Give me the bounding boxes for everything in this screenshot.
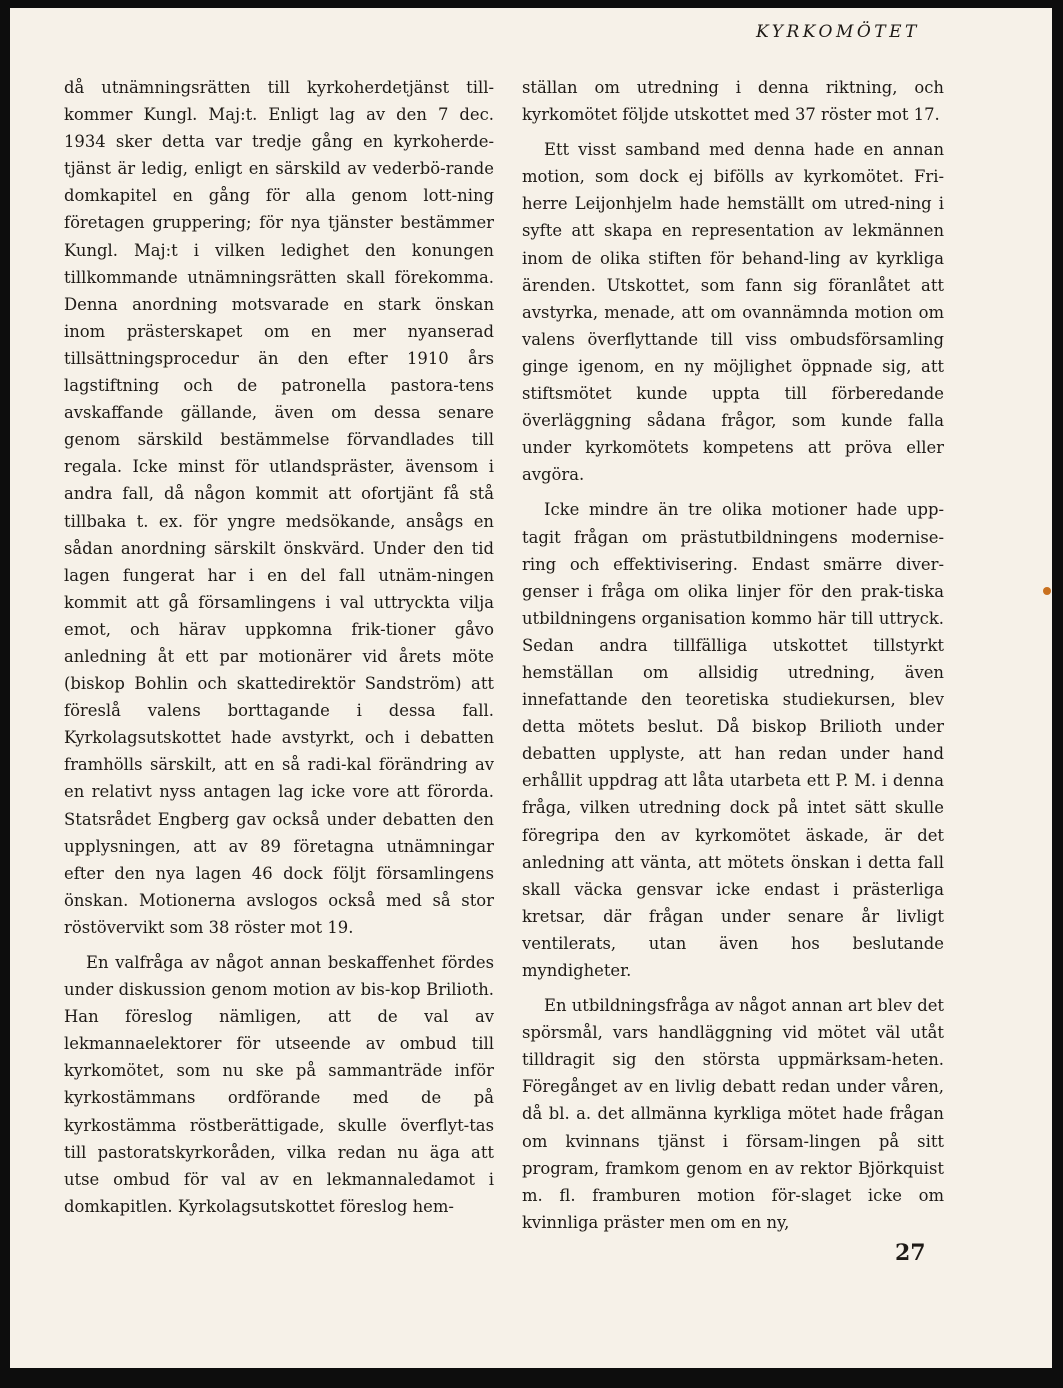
page-number: 27 (895, 1240, 926, 1266)
running-title: KYRKOMÖTET (756, 22, 920, 42)
paragraph: Ett visst samband med denna hade en annan motion, som dock ej bifölls av kyrkomötet. Fri-herre Leijonhjelm hade hemställt om utred-ning i syfte att skapa en representation av lekmännen inom de olika stiften för behand-ling av kyrkliga ärenden. Utskottet, som fann sig föranlåtet att avstyrka, menade, att om ovannämnda motion om valens överflyttande till viss ombudsförsamling ginge igenom, en ny möjlighet öppnade sig, att stiftsmötet kunde uppta till förberedande överläggning sådana frågor, som kunde falla under kyrkomötets kompetens att pröva eller avgöra. (522, 140, 944, 485)
paragraph: En valfråga av något annan beskaffenhet fördes under diskussion genom motion av bis-kop Brilioth. Han föreslog nämligen, att de val av lekmannaelektorer för utseende av ombud till kyrkomötet, som nu ske på sammanträde inför kyrkostämmans ordförande med de på kyrkostämma röstberättigade, skulle överflyt-tas till pastoratskyrkoråden, vilka redan nu äga att utse ombud för val av en lekmannaledamot i domkapitlen. Kyrkolagsutskottet föreslog hem- (64, 953, 494, 1216)
ink-speck (1043, 587, 1051, 595)
left-text-column (64, 74, 494, 1220)
paragraph: då utnämningsrätten till kyrkoherdetjänst till-kommer Kungl. Maj:t. Enligt lag av den 7 dec. 1934 sker detta var tredje gång en kyrkoherde-tjänst är ledig, enligt en särskild av vederbö-rande domkapitel en gång för alla genom lott-ning företagen gruppering; för nya tjänster bestämmer Kungl. Maj:t i vilken ledighet den konungen tillkommande utnämningsrätten skall förekomma. Denna anordning motsvarade en stark önskan inom prästerskapet om en mer nyanserad tillsättningsprocedur än den efter 1910 års lagstiftning och de patronella pastora-tens avskaffande gällande, även om dessa senare genom särskild bestämmelse förvandlades till regala. Icke minst för utlandspräster, ävensom i andra fall, då någon kommit att ofortjänt få stå tillbaka t. ex. för yngre medsökande, ansågs en sådan anordning särskilt önskvärd. Under den tid lagen fungerat har i en del fall utnäm-ningen kommit att gå församlingens i val uttryckta vilja emot, och härav uppkomna frik-tioner gåvo anledning åt ett par motionärer vid årets möte (biskop Bohlin och skattedirektör Sandström) att föreslå valens borttagande i dessa fall. Kyrkolagsutskottet hade avstyrkt, och i debatten framhölls särskilt, att en så radi-kal förändring av en relativt nyss antagen lag icke vore att förorda. Statsrådet Engberg gav också under debatten den upplysningen, att av 89 företagna utnämningar efter den nya lagen 46 dock följt församlingens önskan. Motionerna avslogos också med så stor röstövervikt som 38 röster mot 19. (64, 78, 494, 937)
scan-border-top (0, 0, 1063, 8)
right-text-column (522, 74, 944, 1236)
paragraph: En utbildningsfråga av något annan art blev det spörsmål, vars handläggning vid mötet väl utåt tilldragit sig den största uppmärksam-heten. Föregånget av en livlig debatt redan under våren, då bl. a. det allmänna kyrkliga mötet hade frågan om kvinnans tjänst i försam-lingen på sitt program, framkom genom en av rektor Björkquist m. fl. framburen motion för-slaget icke om kvinnliga präster men om en ny, (522, 996, 944, 1232)
scan-border-left (0, 0, 10, 1388)
scan-border-bottom (0, 1368, 1063, 1388)
paragraph: Icke mindre än tre olika motioner hade upp-tagit frågan om prästutbildningens modernise-ring och effektivisering. Endast smärre diver-genser i fråga om olika linjer för den prak-tiska utbildningens organisation kommo här till uttryck. Sedan andra tillfälliga utskottet tillstyrkt hemställan om allsidig utredning, även innefattande den teoretiska studiekursen, blev detta mötets beslut. Då biskop Brilioth under debatten upplyste, att han redan under hand erhållit uppdrag att låta utarbeta ett P. M. i denna fråga, vilken utredning dock på intet sätt skulle föregripa den av kyrkomötet äskade, är det anledning att vänta, att mötets önskan i detta fall skall väcka gensvar icke endast i prästerliga kretsar, där frågan under senare år livligt ventilerats, utan även hos beslutande myndigheter. (522, 500, 944, 980)
scan-border-right (1052, 0, 1063, 1388)
paragraph: ställan om utredning i denna riktning, och kyrkomötet följde utskottet med 37 röster mot 17. (522, 78, 944, 125)
